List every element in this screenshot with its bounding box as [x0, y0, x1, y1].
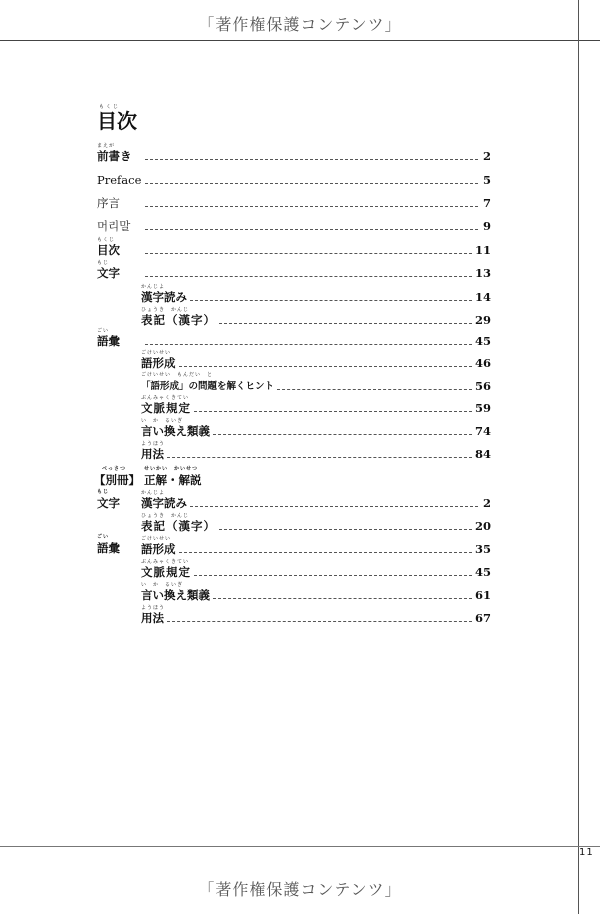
- furigana: せいかい かいせつ: [144, 466, 199, 472]
- toc-entry[interactable]: [97, 260, 491, 280]
- toc-entry[interactable]: [141, 536, 491, 556]
- entry-page: 5: [482, 173, 491, 187]
- dot-leader: [190, 506, 478, 507]
- furigana: い か るいぎ: [141, 418, 184, 424]
- dot-leader: [213, 598, 472, 599]
- entry-page: 7: [482, 196, 491, 210]
- furigana: もくじ: [97, 237, 116, 243]
- entry-page: 67: [474, 611, 491, 625]
- furigana: ひょうき かんじ: [141, 307, 190, 313]
- toc-entry[interactable]: [141, 395, 491, 415]
- toc-entry[interactable]: [141, 350, 491, 370]
- dot-leader: [219, 529, 472, 530]
- furigana: ひょうき かんじ: [141, 513, 190, 519]
- entry-page: 84: [474, 447, 491, 461]
- toc-heading: [97, 104, 137, 132]
- dot-leader: [179, 552, 472, 553]
- appendix-bracket-label: 【別冊】: [94, 473, 140, 487]
- toc-entry[interactable]: [141, 441, 491, 461]
- dot-leader: [167, 457, 472, 458]
- dot-leader: [145, 159, 478, 160]
- dot-leader: [179, 366, 472, 367]
- entry-page: 59: [474, 401, 491, 415]
- furigana: ぶんみゃくきてい: [141, 395, 190, 401]
- dot-leader: [145, 344, 472, 345]
- entry-page: 9: [482, 219, 491, 233]
- toc-entry[interactable]: [141, 513, 491, 533]
- furigana: ようほう: [141, 605, 166, 611]
- toc-entry[interactable]: [97, 213, 491, 233]
- entry-label: 文字: [97, 266, 120, 280]
- furigana: ようほう: [141, 441, 166, 447]
- section-label: 語彙: [97, 541, 120, 555]
- furigana: ごけいせい もんだい と: [141, 372, 214, 378]
- entry-label: 머리말: [97, 219, 131, 233]
- toc-entry[interactable]: [141, 284, 491, 304]
- dot-leader: [145, 206, 478, 207]
- toc-entry[interactable]: [97, 190, 491, 210]
- bottom-rule: [0, 846, 600, 847]
- entry-label: 語形成: [141, 356, 176, 370]
- entry-page: 46: [474, 356, 491, 370]
- entry-label: 語形成: [141, 542, 176, 556]
- toc-title-ruby: もくじ: [99, 104, 121, 110]
- entry-page: 61: [474, 588, 491, 602]
- entry-page: 35: [474, 542, 491, 556]
- toc-entry[interactable]: [141, 559, 491, 579]
- entry-label: 文脈規定: [141, 401, 191, 415]
- appendix-title: 正解・解説: [144, 473, 202, 487]
- dot-leader: [277, 389, 472, 390]
- furigana: もじ: [97, 260, 110, 266]
- toc-title: 目次: [97, 109, 137, 133]
- furigana: い か るいぎ: [141, 582, 184, 588]
- entry-label: 表記（漢字）: [141, 519, 216, 533]
- entry-page: 74: [474, 424, 491, 438]
- toc-entry[interactable]: [141, 373, 491, 393]
- toc-entry[interactable]: [141, 418, 491, 438]
- toc-entry[interactable]: [97, 167, 491, 187]
- right-margin-rule: [578, 0, 579, 914]
- entry-page: 14: [474, 290, 491, 304]
- copyright-banner-bottom: 「著作権保護コンテンツ」: [198, 880, 402, 899]
- entry-page: 29: [474, 313, 491, 327]
- section-label: 文字: [97, 496, 120, 510]
- entry-page: 45: [474, 334, 491, 348]
- appendix-heading: [94, 466, 202, 487]
- entry-page: 56: [474, 379, 491, 393]
- entry-label: 用法: [141, 447, 164, 461]
- entry-label: 文脈規定: [141, 565, 191, 579]
- furigana: かんじよ: [141, 490, 166, 496]
- entry-page: 2: [482, 496, 491, 510]
- page-number: 11: [579, 847, 594, 858]
- top-rule: [0, 40, 600, 41]
- furigana: ごい: [97, 328, 110, 334]
- toc-entry[interactable]: [97, 143, 491, 163]
- furigana: ごけいせい: [141, 350, 172, 356]
- furigana: もじ: [97, 489, 110, 495]
- entry-page: 13: [474, 266, 491, 280]
- dot-leader: [145, 183, 478, 184]
- appendix-moji-label: [97, 489, 120, 510]
- furigana: かんじよ: [141, 284, 166, 290]
- toc-entry[interactable]: [141, 605, 491, 625]
- toc-entry[interactable]: [141, 490, 491, 510]
- dot-leader: [145, 276, 472, 277]
- entry-label: 語彙: [97, 334, 120, 348]
- dot-leader: [145, 229, 478, 230]
- dot-leader: [145, 253, 472, 254]
- entry-label: 用法: [141, 611, 164, 625]
- furigana: まえが: [97, 143, 116, 149]
- entry-label: 前書き: [97, 149, 132, 163]
- toc-entry[interactable]: [97, 328, 491, 348]
- dot-leader: [167, 621, 472, 622]
- dot-leader: [194, 411, 472, 412]
- toc-entry[interactable]: [97, 237, 491, 257]
- appendix-goi-label: [97, 534, 120, 555]
- furigana: ごい: [97, 534, 110, 540]
- copyright-banner-top: 「著作権保護コンテンツ」: [198, 15, 402, 34]
- entry-label: 漢字読み: [141, 290, 187, 304]
- toc-entry[interactable]: [141, 582, 491, 602]
- entry-page: 11: [474, 243, 491, 257]
- furigana: ぶんみゃくきてい: [141, 559, 190, 565]
- dot-leader: [190, 300, 472, 301]
- entry-label: 言い換え類義: [141, 588, 210, 602]
- entry-page: 2: [482, 149, 491, 163]
- entry-label: 言い換え類義: [141, 424, 210, 438]
- furigana: ごけいせい: [141, 536, 172, 542]
- toc-entry[interactable]: [141, 307, 491, 327]
- entry-page: 20: [474, 519, 491, 533]
- entry-page: 45: [474, 565, 491, 579]
- entry-label: Preface: [97, 173, 142, 187]
- entry-label: 「語形成」の問題を解くヒント: [141, 381, 275, 392]
- entry-label: 序言: [97, 196, 120, 210]
- dot-leader: [213, 434, 472, 435]
- entry-label: 表記（漢字）: [141, 313, 216, 327]
- entry-label: 目次: [97, 243, 120, 257]
- dot-leader: [219, 323, 472, 324]
- dot-leader: [194, 575, 472, 576]
- furigana: べっさつ: [102, 466, 127, 472]
- entry-label: 漢字読み: [141, 496, 187, 510]
